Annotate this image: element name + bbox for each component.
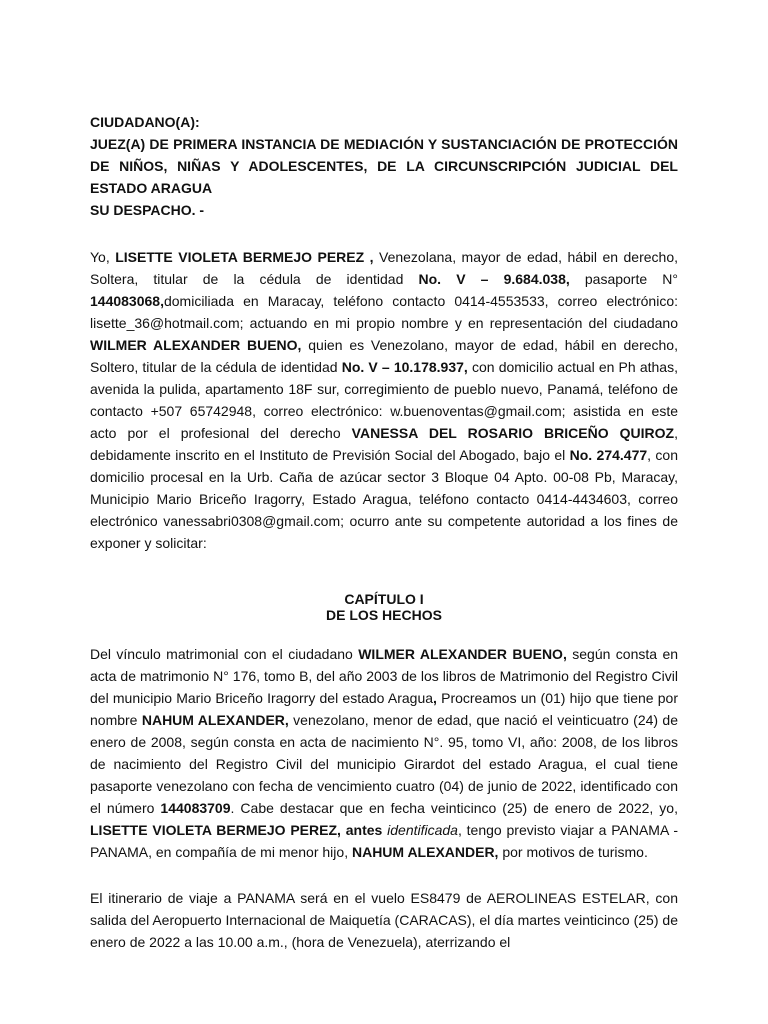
- text-run: NAHUM ALEXANDER,: [351, 844, 499, 860]
- text-run: VANESSA DEL ROSARIO BRICEÑO QUIROZ: [351, 425, 675, 441]
- text-run: No. 274.477: [569, 447, 648, 463]
- chapter-heading: [90, 591, 678, 623]
- text-run: 144083709: [160, 800, 231, 816]
- text-run: Del vínculo matrimonial con el ciudadano: [90, 646, 359, 662]
- header-line-closing: SU DESPACHO. -: [90, 202, 205, 218]
- text-run: No. V – 10.178.937,: [341, 359, 468, 375]
- document-body: [90, 111, 678, 953]
- text-run: ,: [433, 690, 437, 706]
- text-run: con domicilio actual en Ph athas, avenida la pulida, apartamento 18F sur, corregimiento de pueblo nuevo, Panamá, teléfono de contacto +507 65742948, correo electrónico: w.buenoventas@gmail.com; asistida en este acto por el profesional del derecho: [90, 359, 678, 441]
- chapter-title: DE LOS HECHOS: [326, 607, 442, 623]
- itinerary-paragraph: [90, 887, 678, 953]
- text-run: LISETTE VIOLETA BERMEJO PEREZ ,: [115, 249, 374, 265]
- text-run: WILMER ALEXANDER BUENO,: [90, 337, 302, 353]
- text-run: WILMER ALEXANDER BUENO,: [358, 646, 567, 662]
- text-run: LISETTE VIOLETA BERMEJO PEREZ, antes: [90, 822, 383, 838]
- text-run: NAHUM ALEXANDER,: [141, 712, 289, 728]
- text-run: El itinerario de viaje a PANAMA será en el vuelo ES8479 de AEROLINEAS ESTELAR, con salida del Aeropuerto Internacional de Maiquetía (CARACAS), el día martes veinticinco (25) de enero de 2022 a las 10.00 a.m., (hora de Venezuela), aterrizando el: [90, 890, 678, 950]
- header-line-court: JUEZ(A) DE PRIMERA INSTANCIA DE MEDIACIÓN Y SUSTANCIACIÓN DE PROTECCIÓN DE NIÑOS, NIÑAS Y ADOLESCENTES, DE LA CIRCUNSCRIPCIÓN JUDICIAL DEL ESTADO ARAGUA: [90, 136, 678, 196]
- text-run: Venezolana, mayor de edad, hábil en derecho, Soltera, titular de la cédula de identidad: [90, 249, 679, 287]
- text-run: , tengo previsto viajar a PANAMA - PANAMA, en compañía de mi menor hijo,: [90, 822, 679, 860]
- text-run: por motivos de turismo.: [498, 844, 648, 860]
- text-run: , con domicilio procesal en la Urb. Caña de azúcar sector 3 Bloque 04 Apto. 00-08 Pb, Maracay, Municipio Mario Briceño Iragorry, Estado Aragua, teléfono contacto 0414-4434603, correo electrónico vanessabri0308@gmail.com; ocurro ante su competente autoridad a los fines de exponer y solicitar:: [90, 447, 678, 551]
- text-run: domiciliada en Maracay, teléfono contacto 0414-4553533, correo electrónico: lisette_36@hotmail.com; actuando en mi propio nombre y en representación del ciudadano: [90, 293, 678, 331]
- addressee-header: [90, 111, 678, 221]
- header-line-salutation: CIUDADANO(A):: [90, 114, 200, 130]
- text-run: . Cabe destacar que en fecha veinticinco (25) de enero de 2022, yo,: [230, 800, 678, 816]
- chapter-number: CAPÍTULO I: [344, 591, 424, 607]
- text-run: venezolano, menor de edad, que nació el veinticuatro (24) de enero de 2008, según consta en acta de nacimiento N°. 95, tomo VI, año: 2008, de los libros de nacimiento del Registro Civil del municipio Girardot del estado Aragua, el cual tiene pasaporte venezolano con fecha de vencimiento cuatro (04) de junio de 2022, identificado con el número: [90, 712, 678, 816]
- text-run: 144083068,: [90, 293, 164, 309]
- text-run: identificada: [387, 822, 458, 838]
- text-run: pasaporte N°: [569, 271, 678, 287]
- text-run: , debidamente inscrito en el Instituto de Previsión Social del Abogado, bajo el: [90, 425, 678, 463]
- intro-paragraph: [90, 246, 678, 554]
- facts-paragraph: [90, 643, 678, 863]
- text-run: quien es Venezolano, mayor de edad, hábil en derecho, Soltero, titular de la cédula de identidad: [90, 337, 678, 375]
- text-run: Yo,: [90, 249, 116, 265]
- text-run: No. V – 9.684.038,: [418, 271, 570, 287]
- text-run: según consta en acta de matrimonio N° 176, tomo B, del año 2003 de los libros de Matrimonio del Registro Civil del municipio Mario Briceño Iragorry del estado Aragua: [90, 646, 679, 706]
- text-run: Procreamos un (01) hijo que tiene por nombre: [90, 690, 678, 728]
